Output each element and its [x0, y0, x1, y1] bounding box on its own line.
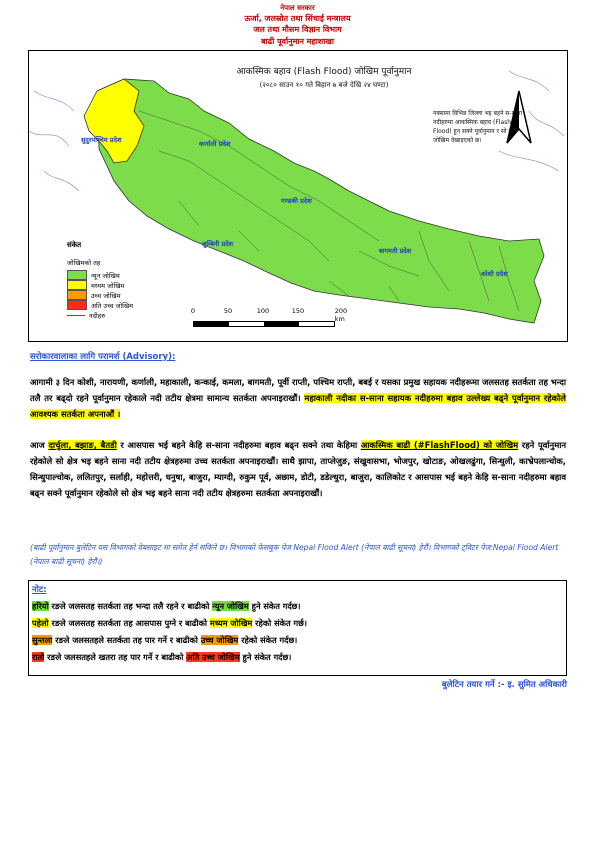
note-color-word: सुन्तला	[32, 635, 53, 645]
note-text: हुने संकेत गर्दछ।	[251, 601, 301, 611]
legend-swatch	[67, 280, 87, 290]
legend-subtitle: जोखिमको तह	[67, 259, 101, 267]
note-level: मध्यम जोखिम	[209, 618, 253, 628]
legend-label: अति उच्च जोखिम	[91, 301, 134, 310]
advisory-paragraph-2	[30, 437, 566, 501]
legend-swatch	[67, 290, 87, 300]
legend-label: न्यून जोखिम	[91, 271, 120, 280]
province-label-gandaki: गण्डकी प्रदेश	[281, 197, 312, 205]
advisory-paragraph-1	[30, 374, 566, 422]
note-level: उच्च जोखिम	[200, 635, 239, 645]
header-department: जल तथा मौसम विज्ञान विभाग	[253, 25, 342, 34]
header-ministry: ऊर्जा, जलस्रोत तथा सिंचाई मन्त्रालय	[244, 14, 351, 23]
legend-swatch	[67, 270, 87, 280]
scale-bar-graphic	[193, 321, 335, 327]
legend-title: संकेत	[67, 241, 82, 249]
note-text: रहेको संकेत गर्दछ।	[241, 635, 298, 645]
legend-item-very-high	[67, 300, 133, 310]
legend-label: उच्च जोखिम	[91, 291, 121, 300]
note-level: अति उच्च जोखिम	[186, 652, 240, 662]
legend-label: मध्यम जोखिम	[91, 281, 125, 290]
province-label-bagmati: बागमती प्रदेश	[379, 247, 412, 255]
header-division: बाढी पूर्वानुमान महाशाखा	[261, 37, 334, 46]
bulletin-author: बुलेटिन तयार गर्ने :- इ. सुमित अधिकारी	[441, 680, 567, 690]
note-text: रहेको संकेत गर्छ।	[255, 618, 307, 628]
map-note: नक्सामा विभिन्न जिल्ला भइ बहने स-साना नदीहरुमा आकस्मिक बहाव (Flash Flood) हुन सक्ने पूर्वानुमान र सो को जोखिम देखाइएको छ।	[433, 110, 523, 144]
legend-item-rivers	[67, 310, 133, 320]
scale-tick: 100	[256, 307, 270, 315]
note-row-orange	[32, 635, 297, 646]
legend-item-low	[67, 270, 133, 280]
note-color-word: हरियो	[32, 601, 49, 611]
header-government: नेपाल सरकार	[280, 4, 315, 12]
advisory-p2-text-b: र आसपास भई बहने केहि स-साना नदीहरुमा बहाव बढ्न सक्ने तथा केहिमा	[120, 440, 358, 450]
map-title: आकस्मिक बहाव (Flash Flood) जोखिम पूर्वानुमान	[236, 67, 412, 77]
note-row-red	[32, 652, 291, 663]
province-label-karnali: कर्णाली प्रदेश	[199, 140, 231, 148]
note-text: रङले जलसतहले खतरा तह पार गर्ने र बाढीको	[47, 652, 184, 662]
province-label-koshi: कोशी प्रदेश	[481, 270, 508, 278]
scale-tick: 50	[223, 307, 233, 315]
note-color-word: पहेलो	[32, 618, 49, 628]
legend-river-line	[67, 315, 85, 316]
note-text: रङले जलसतह सतर्कता तह भन्दा तलै रहने र बाढीको	[51, 601, 210, 611]
legend-swatch	[67, 300, 87, 310]
advisory-p2-districts: दार्चुला, बझाङ, बैतडी	[48, 440, 117, 450]
flash-flood-map	[28, 50, 568, 342]
advisory-p2-text-a: आज	[30, 440, 45, 450]
note-color-word: रातो	[32, 652, 45, 662]
legend-item-high	[67, 290, 133, 300]
province-label-lumbini: लुम्बिनी प्रदेश	[202, 240, 234, 248]
social-media-note: (बाढी पूर्वानुमान बुलेटिन यस विभागको वेबसाइट मा समेत हेर्न सकिने छ। विभागको फेसबुक पेज Nepal Flood Alert (नेपाल बाढी सूचना) हेरौं। विभागको ट्विटर पेज:Nepal Flood Alert (नेपाल बाढी सूचना) हेरौं।)	[30, 543, 559, 566]
note-text: हुने संकेत गर्दछ।	[242, 652, 292, 662]
scale-tick: 0	[190, 307, 196, 315]
advisory-p2-flashflood: आकस्मिक बाढी (#FlashFlood) को जोखिम	[360, 440, 519, 450]
advisory-p2-text-c: रहने पूर्वानुमान रहेकोले सो क्षेत्र भइ बहने साना नदी तटीय क्षेत्रहरुमा उच्च सतर्कता अपनाइराखौं। साथै झापा, ताप्लेजुङ, संखुवासभा, भोजपुर, खोटाङ, ओखलढुंगा, सिन्धुली, काभ्रेपलान्चोक, सिन्धुपाल्चोक, ललितपुर, सर्लाही, महोत्तरी, धनुषा, बाजुरा, म्याग्दी, रुकुम पूर्व, अछाम, डोटी, डडेल्धुरा, बाजुरा, कालिकोट र आसपास भई बहने केहि स-साना नदीहरुमा बहाव बढ्न सक्ने पूर्वानुमान रहेकोले सो क्षेत्र भइ बहने साना नदी तटीय क्षेत्रहरुमा सतर्कता अपनाइराखौं।	[30, 440, 567, 498]
legend-label: नदीहरु	[89, 311, 106, 320]
note-box	[28, 580, 567, 676]
province-label-sudurpaschim: सुदुरपश्चिम प्रदेश	[81, 136, 122, 144]
legend-item-medium	[67, 280, 133, 290]
note-text: रङले जलसतह सतर्कता तह आसपास पुग्ने र बाढीको	[51, 618, 208, 628]
scale-tick: 200 km	[334, 307, 348, 323]
note-title: नोट:	[32, 585, 47, 595]
note-text: रङले जलसतहले सतर्कता तह पार गर्ने र बाढीको	[55, 635, 198, 645]
scale-tick: 150	[291, 307, 305, 315]
advisory-p1-text: आगामी ३ दिन कोशी, नारायणी, कर्णाली, महाकाली, कन्काई, कमला, बागमती, पूर्वी राप्ती, पश्चिम राप्ती, बबई र यसका प्रमुख सहायक नदीहरूमा जलसतह सतर्कता तह भन्दा तलै तर बढ्दो रहने पूर्वानुमान रहेकाले नदी तटीय क्षेत्रमा सामान्य सतर्कता अपनाइराखौं।	[30, 377, 566, 403]
note-level: न्यून जोखिम	[212, 601, 249, 611]
advisory-heading: सरोकारवालाका लागि परामर्श (Advisory):	[30, 352, 176, 362]
map-legend	[67, 241, 133, 320]
map-subtitle: (२०८० साउन १० गते बिहान ७ बजे देखि २४ घण्टा)	[259, 81, 389, 89]
note-row-green	[32, 601, 301, 612]
note-row-yellow	[32, 618, 307, 629]
advisory-p1-highlight: महाकाली नदीका स-साना सहायक नदीहरुमा बहाव उल्लेख्य बढ्ने पूर्वानुमान रहेकोले आवश्यक सतर्कता अपनाऔं ।	[30, 393, 566, 419]
